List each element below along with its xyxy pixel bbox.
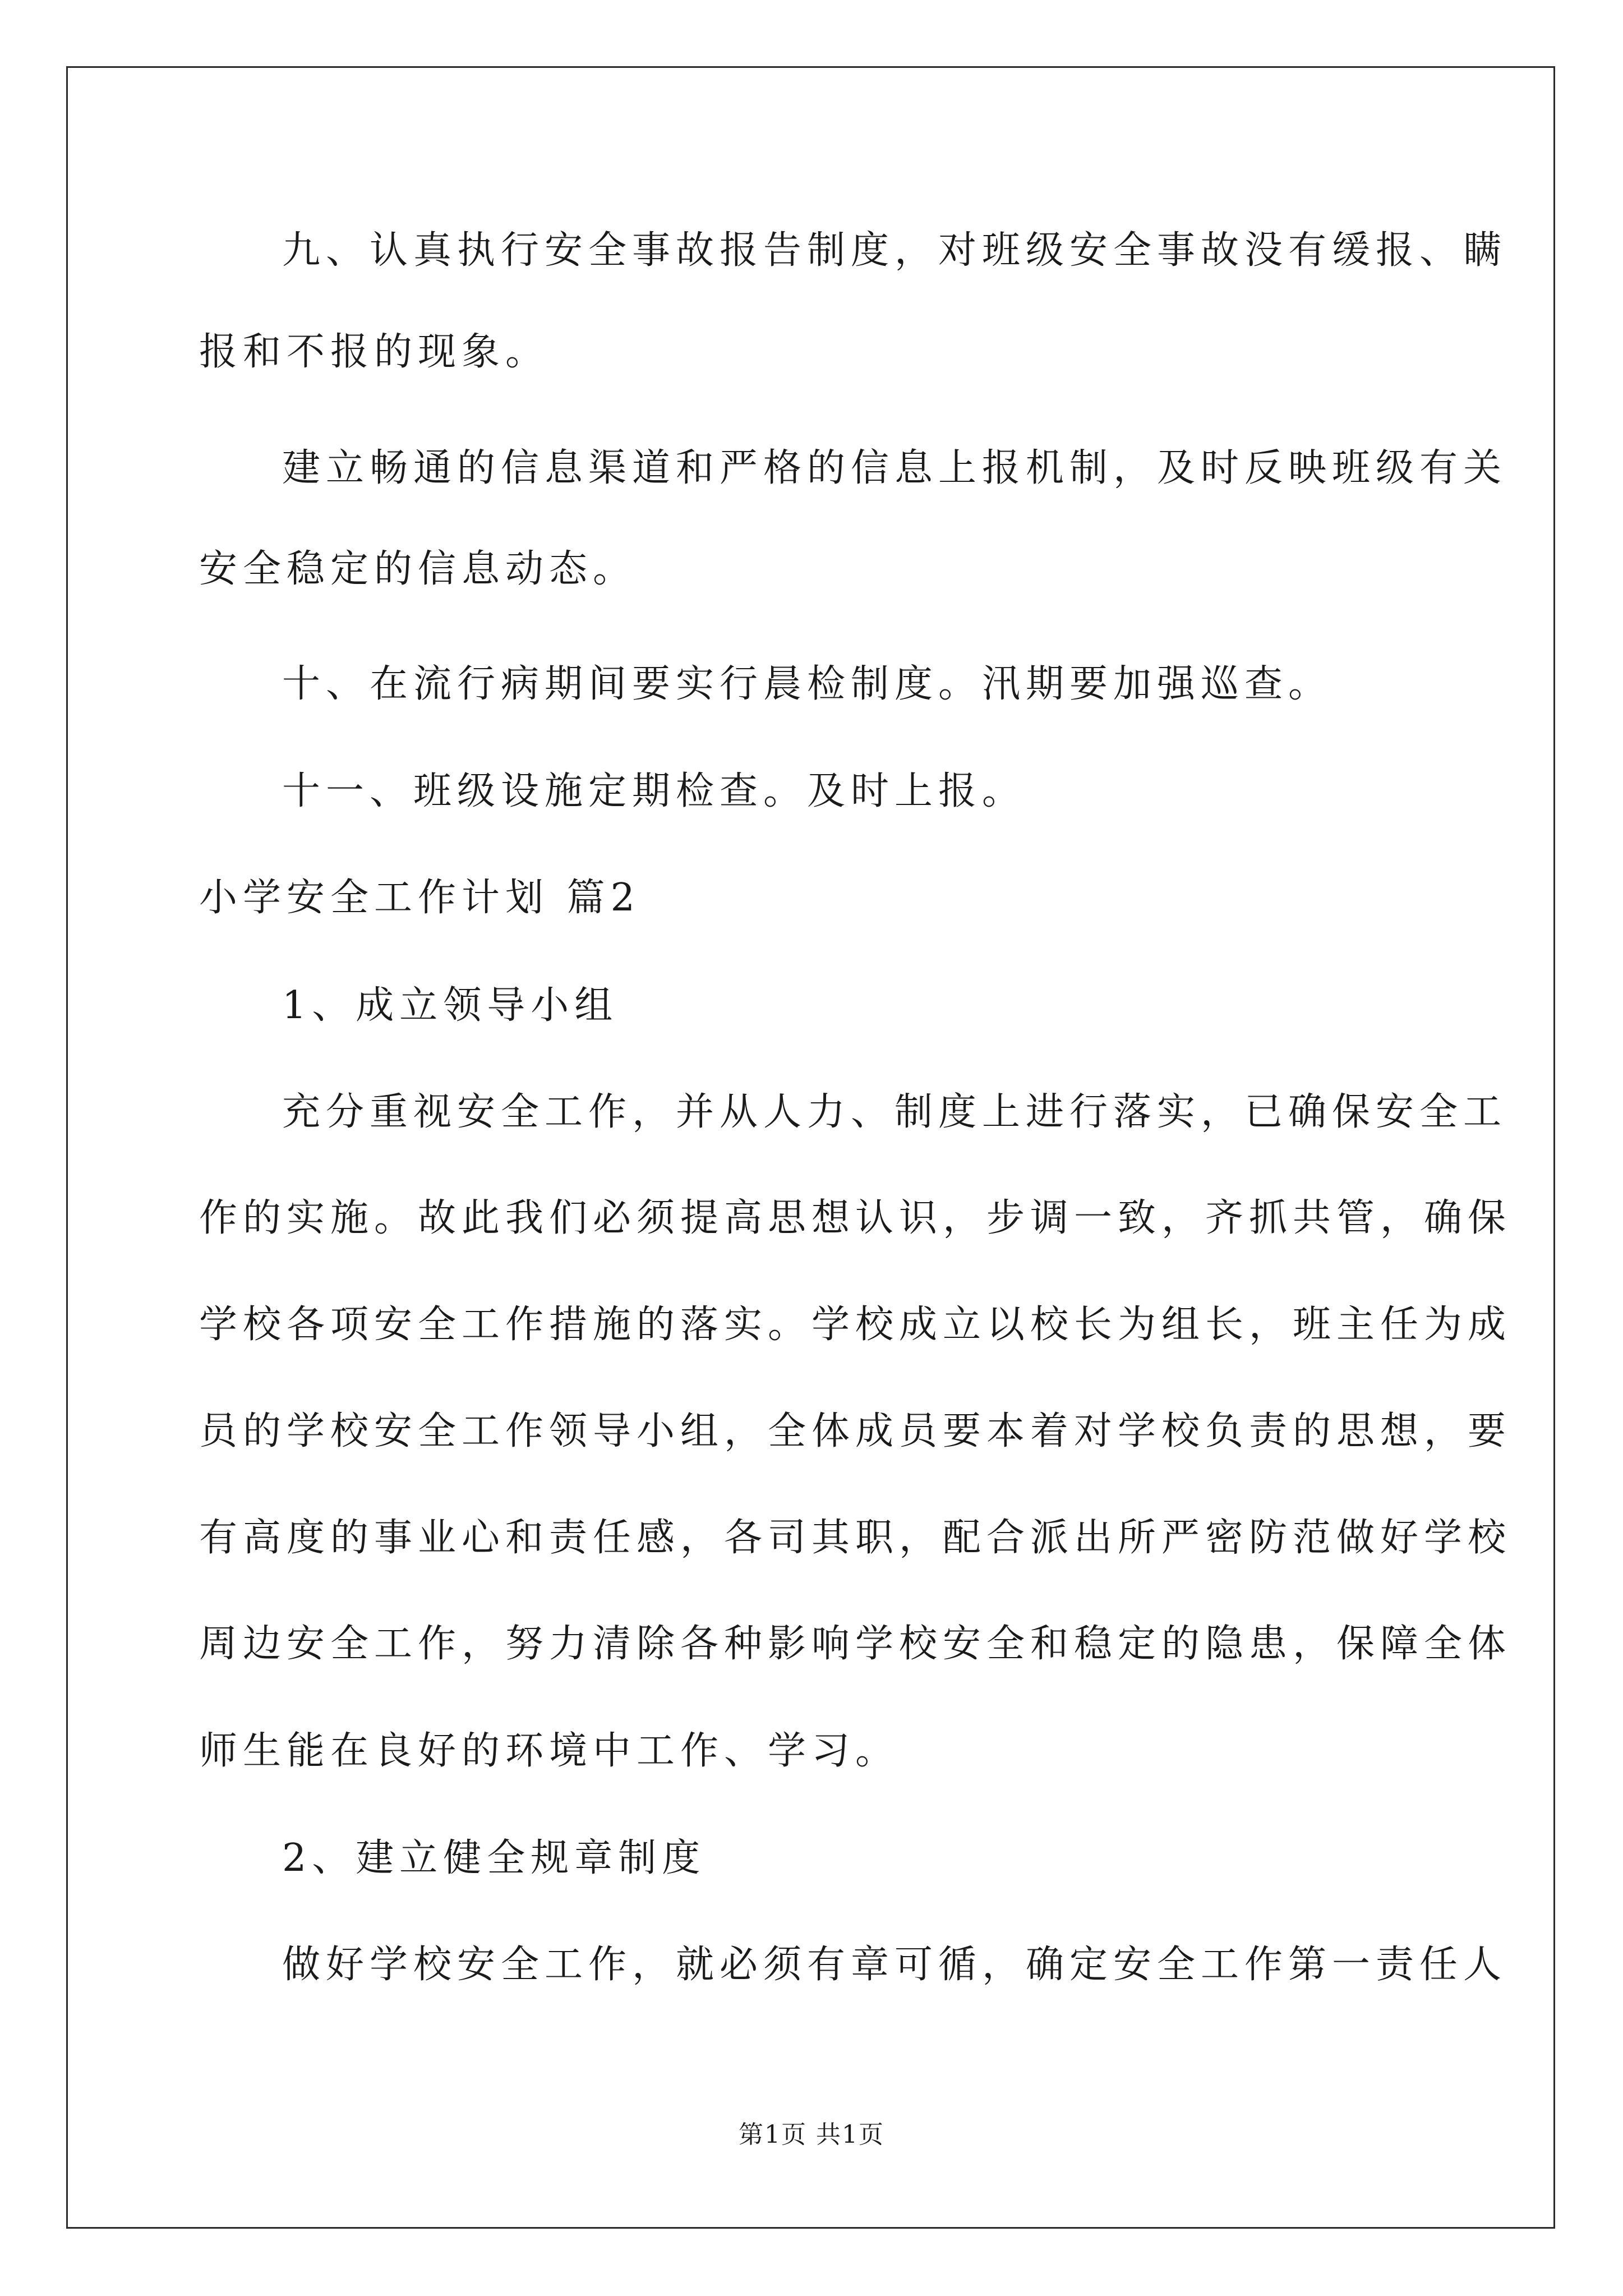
paragraph-line: 学校各项安全工作措施的落实。学校成立以校长为组长，班主任为成 bbox=[199, 1303, 1512, 1347]
subheading: 2、建立健全规章制度 bbox=[282, 1836, 706, 1880]
paragraph-line: 有高度的事业心和责任感，各司其职，配合派出所严密防范做好学校 bbox=[199, 1516, 1512, 1560]
paragraph-line: 报和不报的现象。 bbox=[199, 330, 550, 374]
paragraph-line: 十、在流行病期间要实行晨检制度。汛期要加强巡查。 bbox=[282, 662, 1332, 706]
subheading: 1、成立领导小组 bbox=[282, 983, 619, 1028]
paragraph-line: 作的实施。故此我们必须提高思想认识，步调一致，齐抓共管，确保 bbox=[199, 1196, 1512, 1240]
paragraph-line: 安全稳定的信息动态。 bbox=[199, 547, 637, 591]
paragraph-line: 做好学校安全工作，就必须有章可循，确定安全工作第一责任人 bbox=[282, 1943, 1507, 1987]
paragraph-line: 九、认真执行安全事故报告制度，对班级安全事故没有缓报、瞒 bbox=[282, 228, 1507, 273]
page-number-footer: 第1页 共1页 bbox=[739, 2120, 884, 2149]
paragraph-line: 员的学校安全工作领导小组，全体成员要本着对学校负责的思想，要 bbox=[199, 1409, 1512, 1453]
paragraph-line: 师生能在良好的环境中工作、学习。 bbox=[199, 1729, 900, 1773]
page-border bbox=[66, 66, 1555, 2229]
paragraph-line: 周边安全工作，努力清除各种影响学校安全和稳定的隐患，保障全体 bbox=[199, 1622, 1512, 1666]
paragraph-line: 充分重视安全工作，并从人力、制度上进行落实，已确保安全工 bbox=[282, 1090, 1507, 1134]
section-heading: 小学安全工作计划 篇2 bbox=[199, 876, 640, 920]
paragraph-line: 十一、班级设施定期检查。及时上报。 bbox=[282, 769, 1026, 813]
paragraph-line: 建立畅通的信息渠道和严格的信息上报机制，及时反映班级有关 bbox=[282, 446, 1507, 490]
